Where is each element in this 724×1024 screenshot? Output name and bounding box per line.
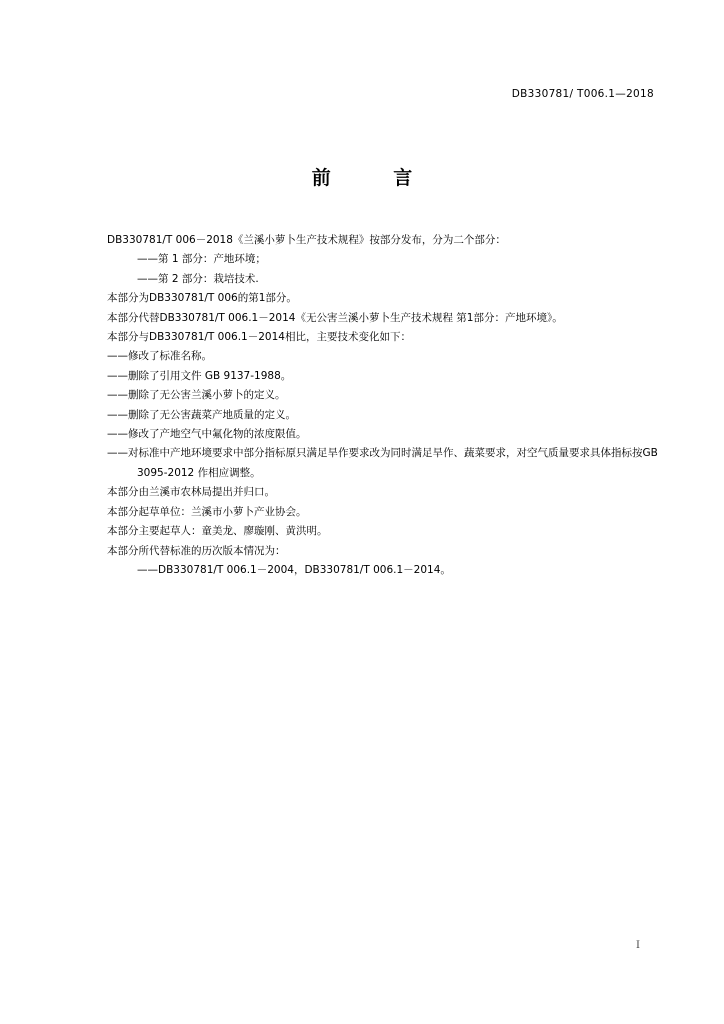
change-item: ——修改了产地空气中氟化物的浓度限值。 — [107, 428, 307, 441]
paragraph-replaces: 本部分代替DB330781/T 006.1－2014《无公害兰溪小萝卜生产技术规程 第1部分：产地环境》。 — [107, 311, 563, 324]
list-item-part1: ——第 1 部分：产地环境； — [137, 253, 266, 266]
list-item-part2: ——第 2 部分：栽培技术. — [137, 272, 259, 285]
paragraph-drafting-unit: 本部分起草单位：兰溪市小萝卜产业协会。 — [107, 505, 307, 518]
history-item: ——DB330781/T 006.1－2004，DB330781/T 006.1－2014。 — [137, 563, 451, 576]
change-item: ——删除了无公害蔬菜产地质量的定义。 — [107, 408, 296, 421]
change-item: ——修改了标准名称。 — [107, 350, 212, 363]
page-title: 前 言 — [311, 167, 441, 189]
paragraph-proposer: 本部分由兰溪市农林局提出并归口。 — [107, 486, 275, 499]
change-item: ——删除了无公害兰溪小萝卜的定义。 — [107, 389, 286, 402]
paragraph-intro: DB330781/T 006－2018《兰溪小萝卜生产技术规程》按部分发布，分为二个部分： — [107, 234, 506, 246]
change-item: ——对标准中产地环境要求中部分指标原只满足旱作要求改为同时满足旱作、蔬菜要求，对空气质量要求具体指标按GB 3095-2012 作相应调整。 — [107, 447, 658, 479]
page-number: I — [636, 940, 640, 951]
foreword-body — [107, 231, 659, 580]
paragraph-history: 本部分所代替标准的历次版本情况为： — [107, 544, 286, 557]
paragraph-changes: 本部分与DB330781/T 006.1－2014相比，主要技术变化如下： — [107, 331, 411, 344]
paragraph-drafters: 本部分主要起草人：童美龙、廖璇刚、黄洪明。 — [107, 525, 328, 538]
paragraph-scope: 本部分为DB330781/T 006的第1部分。 — [107, 292, 297, 305]
change-item: ——删除了引用文件 GB 9137-1988。 — [107, 369, 292, 382]
document-code: DB330781/ T006.1—2018 — [511, 88, 654, 100]
